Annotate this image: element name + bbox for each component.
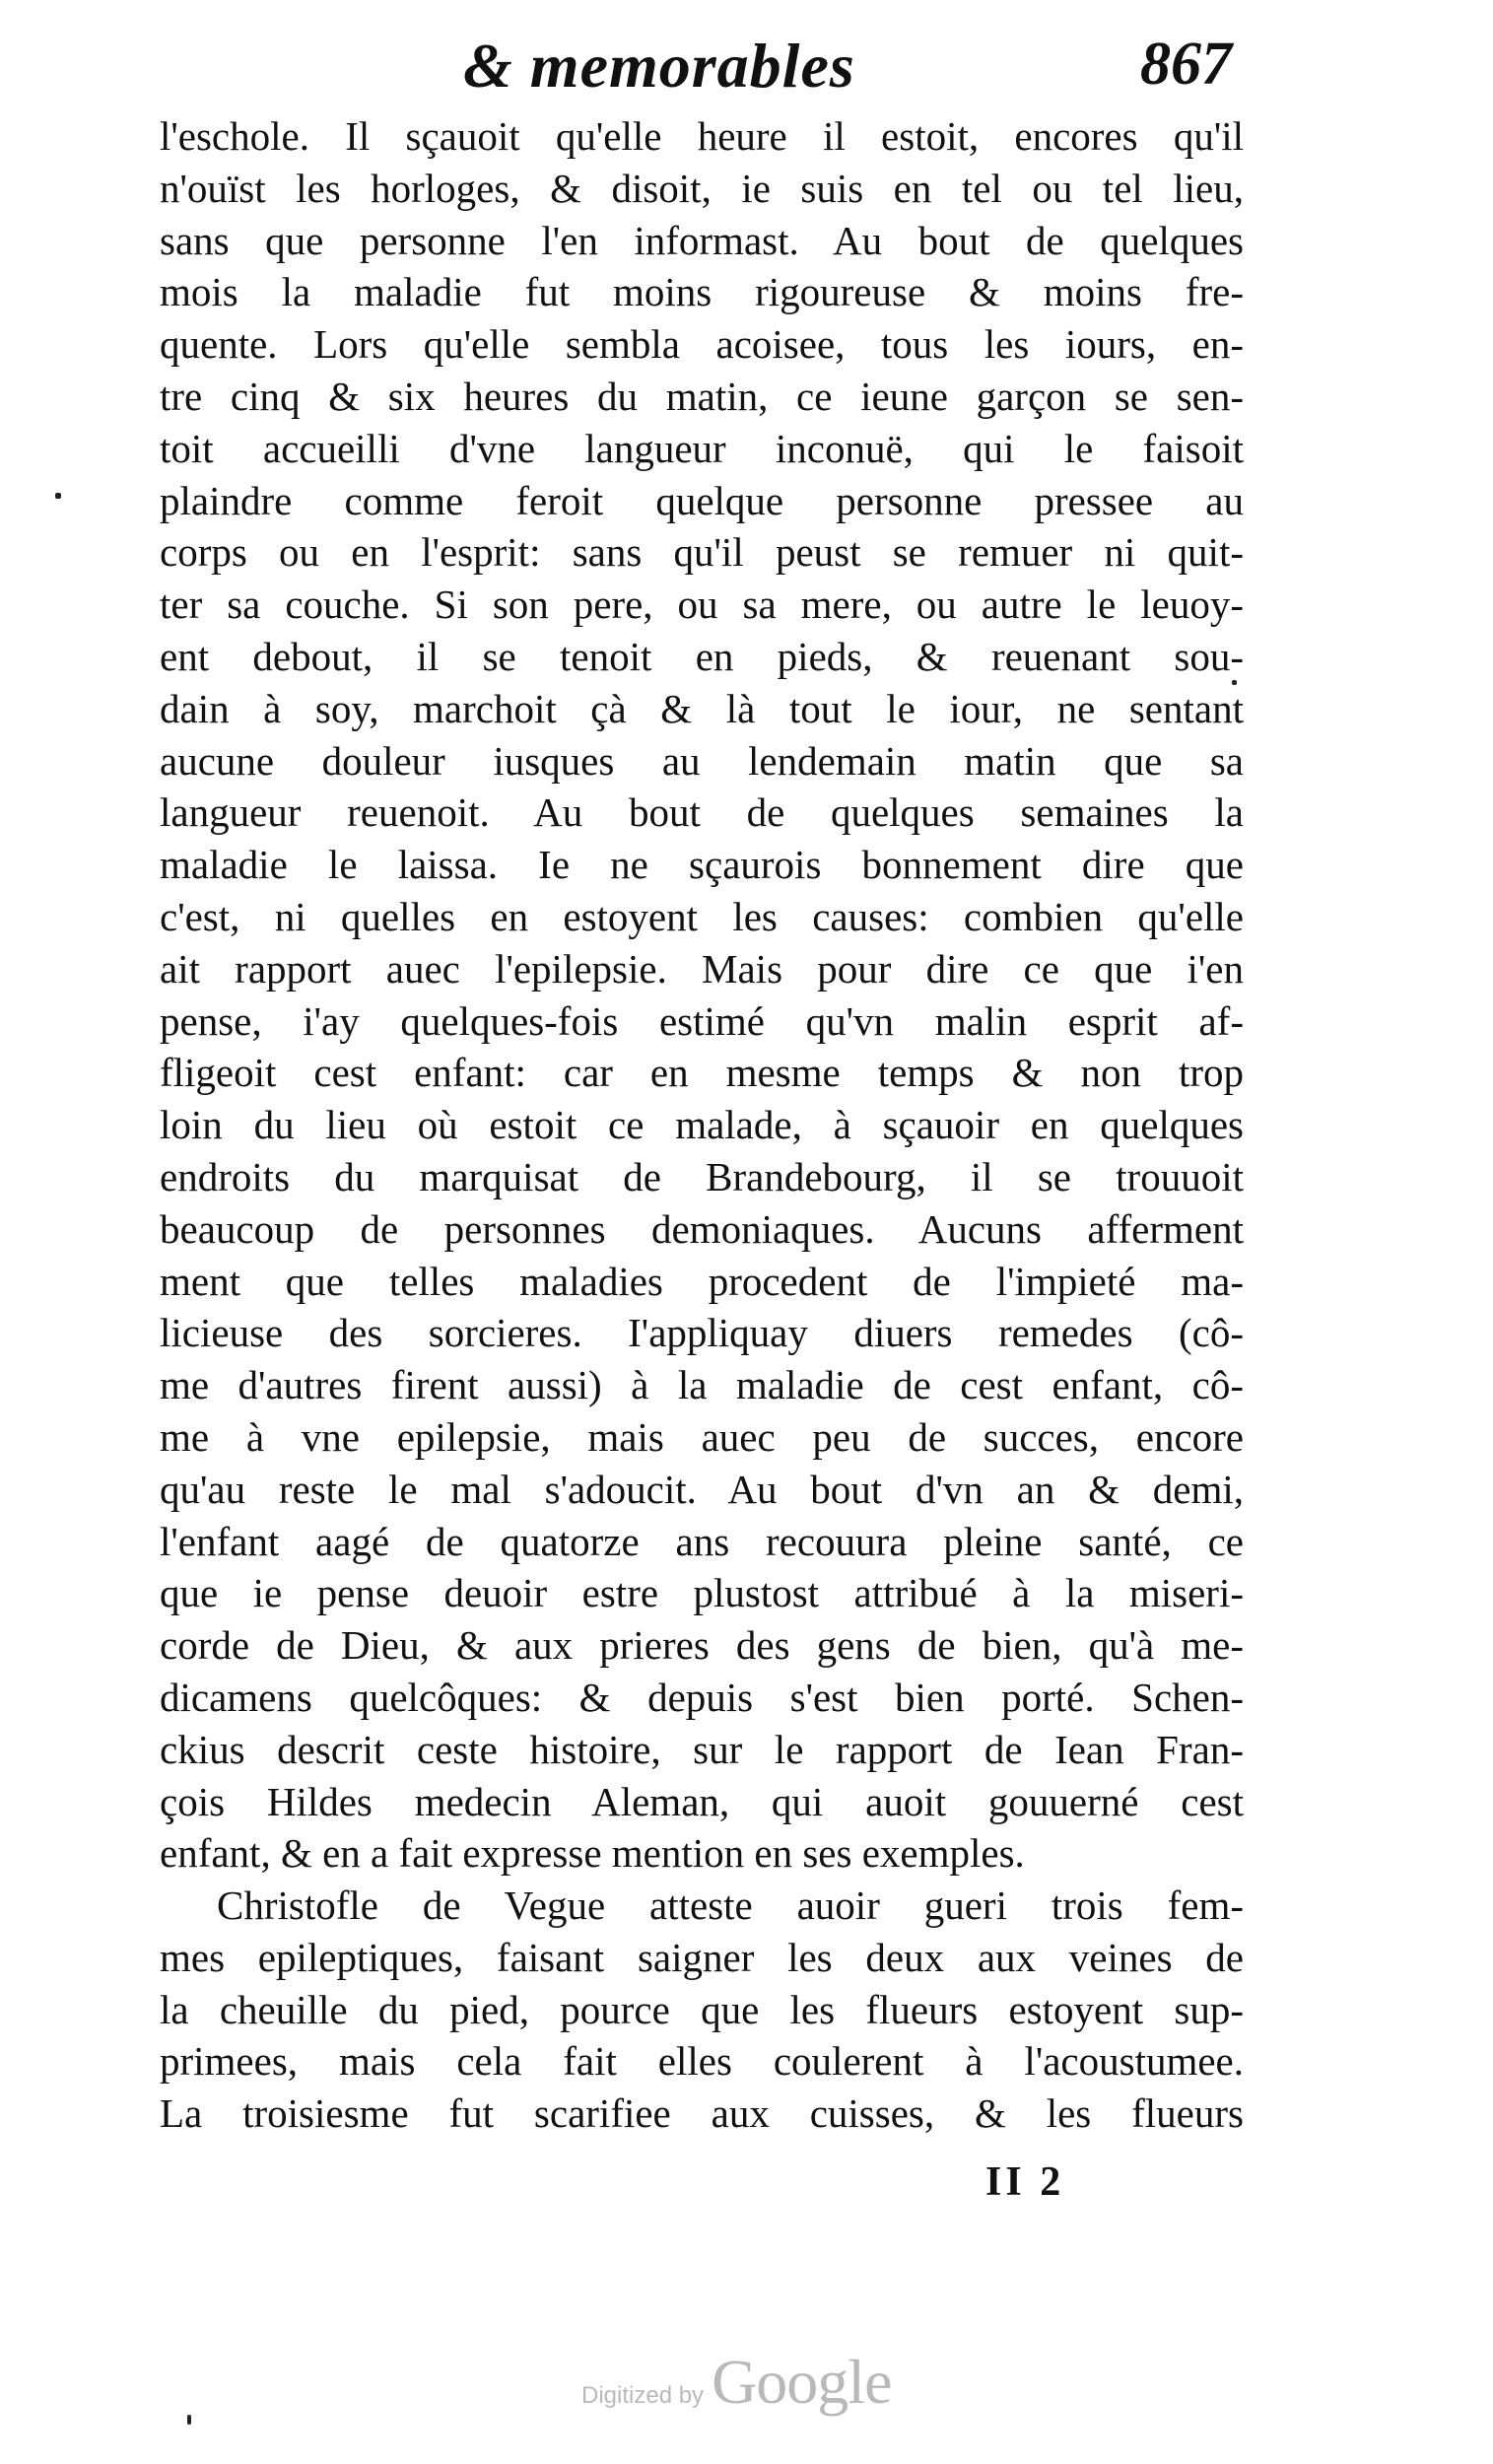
page-number: 867 [1140,31,1232,98]
text-line: çois Hildes medecin Aleman, qui auoit gouuerné cest [160,1778,1244,1824]
text-line: corps ou en l'esprit: sans qu'il peust se remuer ni quit- [160,529,1244,576]
text-line: qu'au reste le mal s'adoucit. Au bout d'vn an & demi, [160,1466,1244,1512]
signature-mark: II 2 [985,2159,1065,2205]
text-line: beaucoup de personnes demoniaques. Aucuns afferment [160,1205,1244,1252]
text-line: ment que telles maladies procedent de l'impieté ma- [160,1258,1244,1304]
text-line: pense, i'ay quelques-fois estimé qu'vn malin esprit af- [160,997,1244,1044]
text-line: l'eschole. Il sçauoit qu'elle heure il estoit, encores qu'il [160,113,1244,159]
text-line: mes epileptiques, faisant saigner les deux aux veines de [160,1934,1244,1980]
text-line: ent debout, il se tenoit en pieds, & reuenant sou- [160,633,1244,679]
running-title: & memorables [463,31,855,101]
text-line: maladie le laissa. Ie ne sçaurois bonnement dire que [160,842,1244,888]
text-line: c'est, ni quelles en estoyent les causes: combien qu'elle [160,893,1244,939]
text-line: corde de Dieu, & aux prieres des gens de bien, qu'à me- [160,1622,1244,1669]
body-text [160,110,1244,2140]
watermark-label: Digitized by [581,2382,705,2409]
text-line: me à vne epilepsie, mais auec peu de succes, encore [160,1413,1244,1460]
text-line: enfant, & en a fait expresse mention en ses exemples. [160,1830,1025,1877]
watermark-logo: Google [712,2347,892,2417]
running-head [463,30,1252,118]
text-line: primees, mais cela fait elles coulerent à l'acoustumee. [160,2038,1244,2085]
text-line: tre cinq & six heures du matin, ce ieune garçon se sen- [160,373,1244,419]
text-line: quente. Lors qu'elle sembla acoisee, tous les iours, en- [160,321,1244,368]
text-line: toit accueilli d'vne langueur inconuë, qui le faisoit [160,425,1244,471]
text-line: Christofle de Vegue atteste auoir gueri trois fem- [217,1882,1244,1929]
text-line: langueur reuenoit. Au bout de quelques semaines la [160,789,1244,836]
text-line: ckius descrit ceste histoire, sur le rapport de Iean Fran- [160,1726,1244,1772]
ink-speck [187,2415,191,2425]
text-line: me d'autres firent aussi) à la maladie de cest enfant, cô- [160,1362,1244,1408]
text-line: loin du lieu où estoit ce malade, à sçauoir en quelques [160,1102,1244,1148]
text-line: fligeoit cest enfant: car en mesme temps & non trop [160,1050,1244,1096]
digitized-watermark [581,2346,891,2419]
ink-speck [1232,680,1237,685]
text-line: licieuse des sorcieres. I'appliquay diuers remedes (cô- [160,1310,1244,1356]
text-line: l'enfant aagé de quatorze ans recouura pleine santé, ce [160,1518,1244,1564]
ink-speck [55,493,61,499]
text-line: endroits du marquisat de Brandebourg, il se trouuoit [160,1153,1244,1199]
text-line: sans que personne l'en informast. Au bout de quelques [160,217,1244,263]
text-line: n'ouïst les horloges, & disoit, ie suis en tel ou tel lieu, [160,165,1244,211]
text-line: ait rapport auec l'epilepsie. Mais pour dire ce que i'en [160,945,1244,992]
text-line: dicamens quelcôques: & depuis s'est bien porté. Schen- [160,1674,1244,1720]
text-line: mois la maladie fut moins rigoureuse & moins fre- [160,269,1244,315]
text-line: que ie pense deuoir estre plustost attribué à la miseri- [160,1570,1244,1616]
text-line: dain à soy, marchoit çà & là tout le iour, ne sentant [160,685,1244,731]
text-line: aucune douleur iusques au lendemain matin que sa [160,737,1244,784]
text-line: ter sa couche. Si son pere, ou sa mere, ou autre le leuoy- [160,582,1244,628]
text-line: la cheuille du pied, pource que les flueurs estoyent sup- [160,1986,1244,2032]
text-line: plaindre comme feroit quelque personne pressee au [160,477,1244,523]
text-line: La troisiesme fut scarifiee aux cuisses, & les flueurs [160,2090,1244,2137]
